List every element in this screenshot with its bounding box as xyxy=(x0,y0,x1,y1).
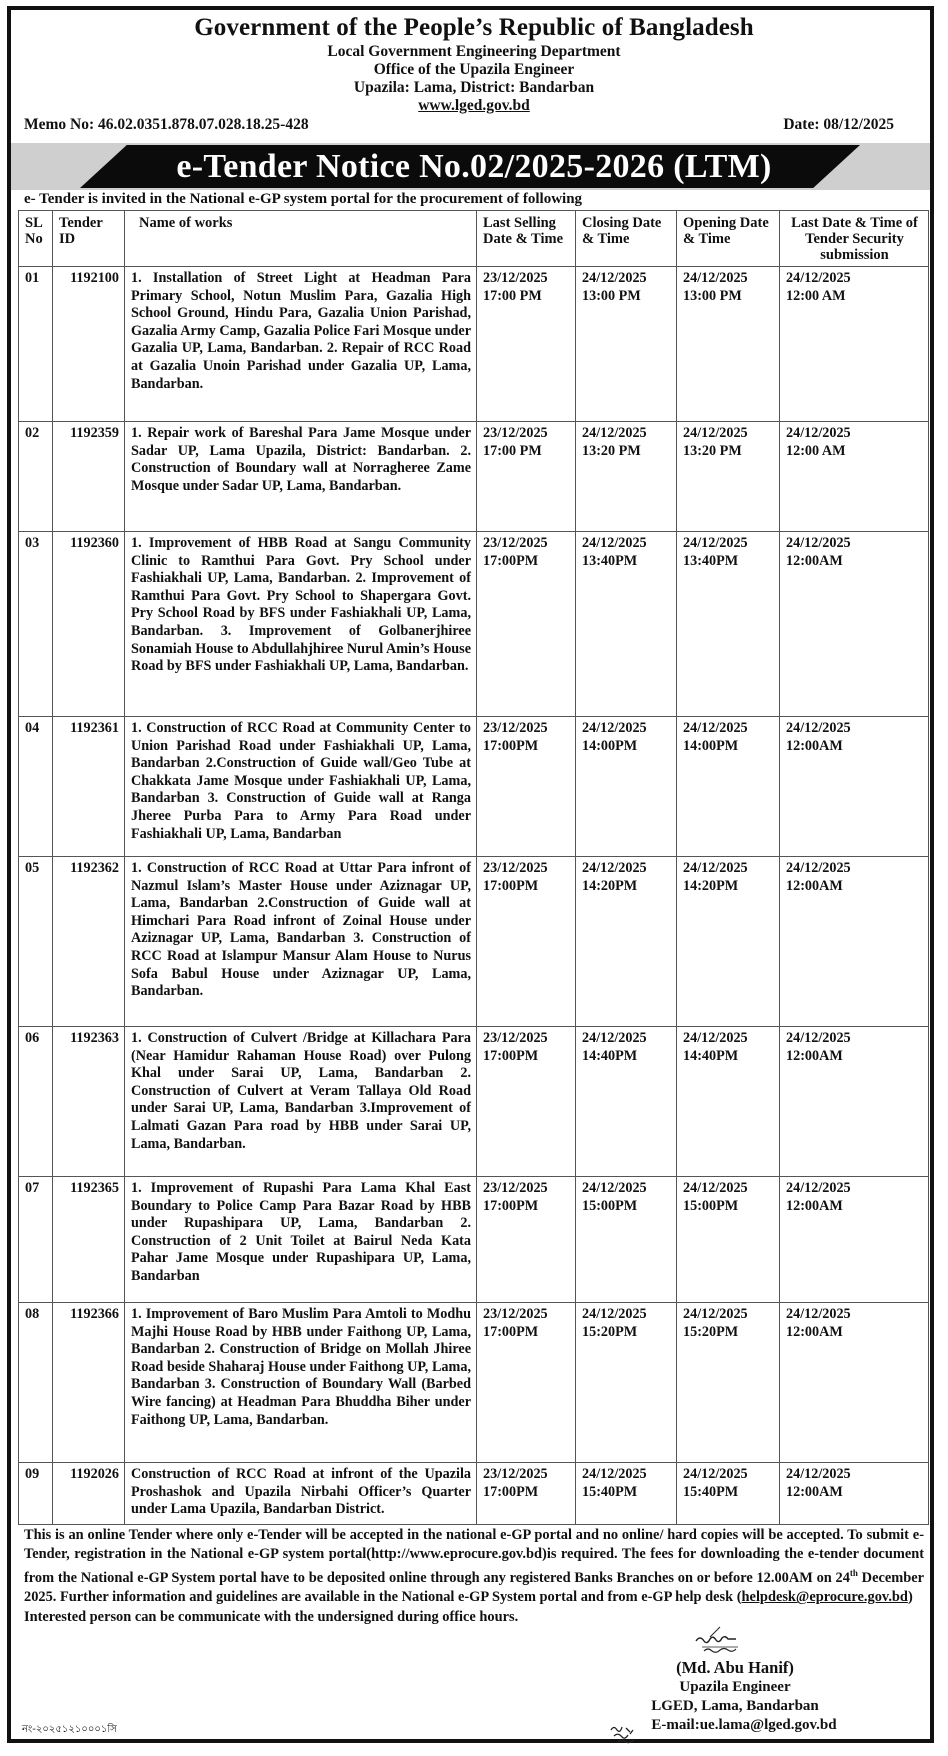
cell-opening xyxy=(677,1177,780,1303)
cell-opening-time: 13:40PM xyxy=(683,552,739,569)
cell-closing xyxy=(576,717,677,857)
cell-closing xyxy=(576,1463,677,1525)
cell-security-date: 24/12/2025 xyxy=(786,860,851,876)
cell-sl xyxy=(19,1027,53,1177)
cell-last-selling xyxy=(477,532,576,717)
tender-table xyxy=(18,210,929,1525)
cell-opening-time: 14:00PM xyxy=(683,737,739,754)
cell-name-of-works xyxy=(125,532,477,717)
instructions-paragraph xyxy=(24,1526,924,1608)
cell-security xyxy=(780,422,929,532)
table-row xyxy=(19,1303,929,1463)
instructions-text-c: ) xyxy=(907,1589,913,1606)
cell-security-time: 12:00AM xyxy=(786,1047,843,1064)
cell-closing-time: 13:00 PM xyxy=(582,287,641,304)
cell-security-date: 24/12/2025 xyxy=(786,535,851,551)
cell-sl-text: 09 xyxy=(25,1466,40,1482)
cell-opening-time: 15:40PM xyxy=(683,1483,739,1500)
cell-last-selling-date: 23/12/2025 xyxy=(483,1030,548,1046)
cell-sl-text: 06 xyxy=(25,1030,40,1046)
cell-closing-date: 24/12/2025 xyxy=(582,270,647,286)
cell-sl-text: 07 xyxy=(25,1180,40,1196)
cell-opening-date: 24/12/2025 xyxy=(683,270,748,286)
cell-tender-id-text: 1192361 xyxy=(70,720,119,736)
cell-tender-id xyxy=(53,1027,125,1177)
ordinal-suffix: th xyxy=(849,1568,858,1579)
col-header-name: Name of works xyxy=(125,211,477,267)
cell-sl xyxy=(19,857,53,1027)
cell-tender-id-text: 1192360 xyxy=(70,535,119,551)
cell-opening-date: 24/12/2025 xyxy=(683,1306,748,1322)
col-header-sl: SL No xyxy=(19,211,53,267)
cell-opening-date: 24/12/2025 xyxy=(683,535,748,551)
cell-closing xyxy=(576,1027,677,1177)
cell-closing xyxy=(576,857,677,1027)
cell-security-time: 12:00 AM xyxy=(786,287,846,304)
cell-sl xyxy=(19,717,53,857)
cell-opening-time: 13:00 PM xyxy=(683,287,742,304)
cell-closing xyxy=(576,532,677,717)
table-row xyxy=(19,857,929,1027)
cell-opening-time: 13:20 PM xyxy=(683,442,742,459)
office-name: Office of the Upazila Engineer xyxy=(373,61,575,78)
cell-name-of-works-text: Construction of RCC Road at infront of the Upazila Proshashok and Upazila Nirbahi Officer’s Quarter under Lama Upazila, Bandarban District. xyxy=(131,1466,471,1518)
cell-closing-time: 14:00PM xyxy=(582,737,638,754)
col-header-last-selling: Last Selling Date & Time xyxy=(477,211,576,267)
cell-sl xyxy=(19,267,53,422)
cell-tender-id-text: 1192362 xyxy=(70,860,119,876)
table-row xyxy=(19,1177,929,1303)
cell-last-selling xyxy=(477,267,576,422)
cell-opening-time: 15:00PM xyxy=(683,1197,739,1214)
cell-security xyxy=(780,267,929,422)
cell-security-date: 24/12/2025 xyxy=(786,1180,851,1196)
cell-last-selling-date: 23/12/2025 xyxy=(483,1180,548,1196)
cell-closing-date: 24/12/2025 xyxy=(582,535,647,551)
cell-closing-date: 24/12/2025 xyxy=(582,860,647,876)
table-header-row xyxy=(19,211,929,267)
table-row xyxy=(19,267,929,422)
cell-security xyxy=(780,1303,929,1463)
notice-date: Date: 08/12/2025 xyxy=(783,116,894,133)
cell-last-selling-time: 17:00PM xyxy=(483,737,539,754)
cell-name-of-works xyxy=(125,1303,477,1463)
cell-tender-id xyxy=(53,857,125,1027)
cell-closing-date: 24/12/2025 xyxy=(582,1030,647,1046)
cell-last-selling xyxy=(477,1027,576,1177)
cell-last-selling-date: 23/12/2025 xyxy=(483,860,548,876)
cell-name-of-works-text: 1. Installation of Street Light at Headman Para Primary School, Notun Muslim Para, Gazalia High School Ground, Hindu Para, Gazalia Union Parishad, Gazalia Army Camp, Gazalia Police Fari Mosque under Gazalia UP, Lama, Bandarban. 2. Repair of RCC Road at Gazalia Unoin Parishad under Gazalia UP, Lama, Bandarban. xyxy=(131,270,471,392)
cell-opening xyxy=(677,717,780,857)
cell-name-of-works xyxy=(125,1027,477,1177)
cell-closing-time: 14:40PM xyxy=(582,1047,638,1064)
cell-opening-date: 24/12/2025 xyxy=(683,720,748,736)
cell-security-date: 24/12/2025 xyxy=(786,425,851,441)
cell-closing-time: 13:40PM xyxy=(582,552,638,569)
cell-sl-text: 02 xyxy=(25,425,40,441)
cell-sl-text: 04 xyxy=(25,720,40,736)
cell-sl xyxy=(19,532,53,717)
cell-name-of-works xyxy=(125,1177,477,1303)
cell-security xyxy=(780,717,929,857)
cell-security xyxy=(780,1027,929,1177)
cell-security-time: 12:00AM xyxy=(786,737,843,754)
cell-closing-time: 13:20 PM xyxy=(582,442,641,459)
signature-image xyxy=(690,1625,750,1661)
cell-security-time: 12:00AM xyxy=(786,1483,843,1500)
cell-closing xyxy=(576,1177,677,1303)
cell-last-selling xyxy=(477,857,576,1027)
signatory-block xyxy=(620,1658,850,1735)
cell-security-date: 24/12/2025 xyxy=(786,1030,851,1046)
cell-opening xyxy=(677,1463,780,1525)
cell-sl xyxy=(19,422,53,532)
cell-opening-date: 24/12/2025 xyxy=(683,425,748,441)
cell-name-of-works-text: 1. Construction of RCC Road at Uttar Para infront of Nazmul Islam’s Master House under Aziznagar UP, Lama, Bandarban 2.Construction of Guide wall at Himchari Para Road infront of Zoinal House under Aziznagar UP, Lama, Bandarban 3. Construction of RCC Road at Islampur Mansur Alam House to Nurus Sofa Babul House under Aziznagar UP, Lama, Bandarban. xyxy=(131,860,471,1000)
government-title: Government of the People’s Republic of Bangladesh xyxy=(194,14,754,41)
cell-security-time: 12:00AM xyxy=(786,552,843,569)
table-row xyxy=(19,422,929,532)
cell-opening-time: 15:20PM xyxy=(683,1323,739,1340)
signatory-designation: Upazila Engineer xyxy=(679,1679,791,1695)
cell-tender-id xyxy=(53,422,125,532)
cell-sl xyxy=(19,1303,53,1463)
department-name: Local Government Engineering Department xyxy=(327,43,621,60)
cell-last-selling-date: 23/12/2025 xyxy=(483,270,548,286)
cell-tender-id-text: 1192365 xyxy=(70,1180,119,1196)
cell-opening xyxy=(677,532,780,717)
cell-closing-time: 15:00PM xyxy=(582,1197,638,1214)
cell-name-of-works-text: 1. Improvement of Rupashi Para Lama Khal East Boundary to Police Camp Para Bazar Road by HBB under Rupashipara UP, Lama, Bandarban 2. Construction of 2 Unit Toilet at Bairul Neda Kata Pahar Jame Mosque under Rupashipara UP, Lama, Bandarban xyxy=(131,1180,471,1284)
cell-security xyxy=(780,1177,929,1303)
cell-security-date: 24/12/2025 xyxy=(786,720,851,736)
cell-name-of-works xyxy=(125,267,477,422)
cell-security-date: 24/12/2025 xyxy=(786,1466,851,1482)
cell-last-selling xyxy=(477,1303,576,1463)
cell-last-selling-time: 17:00PM xyxy=(483,1483,539,1500)
cell-last-selling-date: 23/12/2025 xyxy=(483,535,548,551)
cell-tender-id xyxy=(53,1177,125,1303)
cell-sl-text: 05 xyxy=(25,860,40,876)
intro-text: e- Tender is invited in the National e-GP system portal for the procurement of following xyxy=(24,191,583,207)
cell-name-of-works xyxy=(125,857,477,1027)
cell-last-selling-time: 17:00PM xyxy=(483,1047,539,1064)
cell-opening-time: 14:20PM xyxy=(683,877,739,894)
cell-name-of-works-text: 1. Improvement of Baro Muslim Para Amtoli to Modhu Majhi House Road by HBB under Faithong UP, Lama, Bandarban 2. Construction of Bridge on Mollah Jhiree Road beside Shaharaj House under Faithong UP, Lama, Bandarban 3. Construction of Boundary Wall (Barbed Wire fancing) at Headman Para Bhuddha Biher under Faithong UP, Lama, Bandarban. xyxy=(131,1306,471,1428)
cell-tender-id xyxy=(53,1463,125,1525)
website-link[interactable]: www.lged.gov.bd xyxy=(418,97,530,114)
cell-tender-id-text: 1192026 xyxy=(70,1466,119,1482)
cell-security-date: 24/12/2025 xyxy=(786,270,851,286)
cell-last-selling-time: 17:00PM xyxy=(483,1197,539,1214)
cell-last-selling xyxy=(477,1177,576,1303)
col-header-opening: Opening Date & Time xyxy=(677,211,780,267)
cell-name-of-works-text: 1. Construction of RCC Road at Community Center to Union Parishad Road under Fashiakhali UP, Lama, Bandarban 2.Construction of Guide wall/Geo Tube at Chakkata Jame Mosque under Fashiakhali UP, Lama, Bandarban 3. Construction of Guide wall at Ranga Jheree Purba Para to Army Para Road under Fashiakhali UP, Lama, Bandarban xyxy=(131,720,471,842)
cell-tender-id xyxy=(53,267,125,422)
table-row xyxy=(19,1463,929,1525)
instructions-text-b: December 2025. Further information and guidelines are available in the National e-GP System portal and from e-GP help desk ( xyxy=(24,1570,924,1606)
cell-name-of-works xyxy=(125,717,477,857)
cell-name-of-works-text: 1. Construction of Culvert /Bridge at Killachara Para (Near Hamidur Rahaman House Road) over Pulong Khal under Sarai UP, Lama, Bandarban 2. Construction of Culvert at Veram Tallaya Old Road under Sarai UP, Lama, Bandarban 3.Improvement of Lalmati Gazan Para road by HBB under Sarai UP, Lama, Bandarban. xyxy=(131,1030,471,1152)
cell-last-selling-time: 17:00 PM xyxy=(483,442,542,459)
cell-last-selling xyxy=(477,1463,576,1525)
cell-last-selling-date: 23/12/2025 xyxy=(483,425,548,441)
cell-closing xyxy=(576,267,677,422)
cell-security xyxy=(780,1463,929,1525)
cell-security xyxy=(780,857,929,1027)
cell-opening-date: 24/12/2025 xyxy=(683,1180,748,1196)
cell-closing-date: 24/12/2025 xyxy=(582,1306,647,1322)
footer-notes xyxy=(24,1526,924,1627)
cell-security-time: 12:00AM xyxy=(786,1197,843,1214)
cell-closing-date: 24/12/2025 xyxy=(582,1180,647,1196)
cell-opening xyxy=(677,1303,780,1463)
cell-opening-date: 24/12/2025 xyxy=(683,1466,748,1482)
cell-closing-date: 24/12/2025 xyxy=(582,720,647,736)
cell-closing-time: 14:20PM xyxy=(582,877,638,894)
cell-closing-time: 15:40PM xyxy=(582,1483,638,1500)
cell-security-time: 12:00AM xyxy=(786,1323,843,1340)
signatory-office: LGED, Lama, Bandarban xyxy=(651,1698,819,1714)
cell-name-of-works-text: 1. Improvement of HBB Road at Sangu Community Clinic to Ramthui Para Govt. Pry School under Fashiakhali UP, Lama, Bandarban. 2. Improvement of Ramthui Para Govt. Pry School to Shapergara Govt. Pry School Road by BFS under Fashiakhali UP, Lama, Bandarban. 3. Improvement of Golbanerjhiree Sonamiah House to Abdullahjhiree Nurul Amin’s House Road by BFS under Fashiakhali UP, Lama, Bandarban. xyxy=(131,535,471,675)
notice-title: e-Tender Notice No.02/2025-2026 (LTM) xyxy=(176,148,772,185)
cell-opening-date: 24/12/2025 xyxy=(683,860,748,876)
col-header-tender-id: Tender ID xyxy=(53,211,125,267)
cell-opening-date: 24/12/2025 xyxy=(683,1030,748,1046)
cell-sl xyxy=(19,1177,53,1303)
cell-security-time: 12:00 AM xyxy=(786,442,846,459)
reference-number: নং-২০২৫১২১০০০১সি xyxy=(22,1724,117,1735)
cell-security-date: 24/12/2025 xyxy=(786,1306,851,1322)
cell-last-selling-time: 17:00PM xyxy=(483,877,539,894)
cell-closing xyxy=(576,1303,677,1463)
helpdesk-email-link[interactable]: helpdesk@eprocure.gov.bd xyxy=(741,1589,908,1606)
cell-security-time: 12:00AM xyxy=(786,877,843,894)
cell-last-selling-time: 17:00PM xyxy=(483,1323,539,1340)
col-header-security: Last Date & Time of Tender Security submission xyxy=(780,211,929,267)
cell-sl xyxy=(19,1463,53,1525)
cell-opening xyxy=(677,267,780,422)
cell-name-of-works xyxy=(125,1463,477,1525)
table-row xyxy=(19,532,929,717)
cell-tender-id-text: 1192366 xyxy=(70,1306,119,1322)
cell-tender-id-text: 1192363 xyxy=(70,1030,119,1046)
cell-last-selling-date: 23/12/2025 xyxy=(483,1466,548,1482)
cell-closing xyxy=(576,422,677,532)
cell-tender-id xyxy=(53,532,125,717)
signatory-name: (Md. Abu Hanif) xyxy=(676,1658,794,1677)
table-row xyxy=(19,717,929,857)
signatory-email[interactable]: E-mail:ue.lama@lged.gov.bd xyxy=(651,1717,837,1733)
col-header-closing: Closing Date & Time xyxy=(576,211,677,267)
cell-last-selling-date: 23/12/2025 xyxy=(483,1306,548,1322)
cell-closing-date: 24/12/2025 xyxy=(582,425,647,441)
cell-last-selling xyxy=(477,717,576,857)
memo-number: Memo No: 46.02.0351.878.07.028.18.25-428 xyxy=(24,116,309,133)
table-row xyxy=(19,1027,929,1177)
cell-closing-date: 24/12/2025 xyxy=(582,1466,647,1482)
cell-last-selling-date: 23/12/2025 xyxy=(483,720,548,736)
cell-closing-time: 15:20PM xyxy=(582,1323,638,1340)
cell-name-of-works xyxy=(125,422,477,532)
cell-name-of-works-text: 1. Repair work of Bareshal Para Jame Mosque under Sadar UP, Lama Upazila, District: Bandarban. 2. Construction of Boundary wall at Norragheree Zame Mosque under Sadar UP, Lama, Bandarban. xyxy=(131,425,471,494)
cell-sl-text: 03 xyxy=(25,535,40,551)
cell-opening-time: 14:40PM xyxy=(683,1047,739,1064)
cell-last-selling-time: 17:00PM xyxy=(483,552,539,569)
cell-tender-id xyxy=(53,1303,125,1463)
cell-opening xyxy=(677,422,780,532)
instructions-text-a: This is an online Tender where only e-Tender will be accepted in the national e-GP portal and no online/ hard copies will be accepted. To submit e-Tender, registration in the National e-GP system portal(http://www.eprocure.gov.bd)is required. The fees for downloading the e-tender document from the National e-GP System portal have to be deposited online through any registered Banks Branches on or before 12.00AM on 24 xyxy=(24,1527,924,1587)
contact-paragraph: Interested person can be communicate with the undersigned during office hours. xyxy=(24,1608,519,1625)
cell-tender-id-text: 1192100 xyxy=(70,270,119,286)
cell-opening xyxy=(677,1027,780,1177)
cell-last-selling-time: 17:00 PM xyxy=(483,287,542,304)
cell-tender-id-text: 1192359 xyxy=(70,425,119,441)
cell-opening xyxy=(677,857,780,1027)
cell-last-selling xyxy=(477,422,576,532)
cell-tender-id xyxy=(53,717,125,857)
cell-sl-text: 01 xyxy=(25,270,40,286)
cell-security xyxy=(780,532,929,717)
initial-stamp-image xyxy=(608,1722,638,1746)
office-location: Upazila: Lama, District: Bandarban xyxy=(353,79,595,96)
cell-sl-text: 08 xyxy=(25,1306,40,1322)
